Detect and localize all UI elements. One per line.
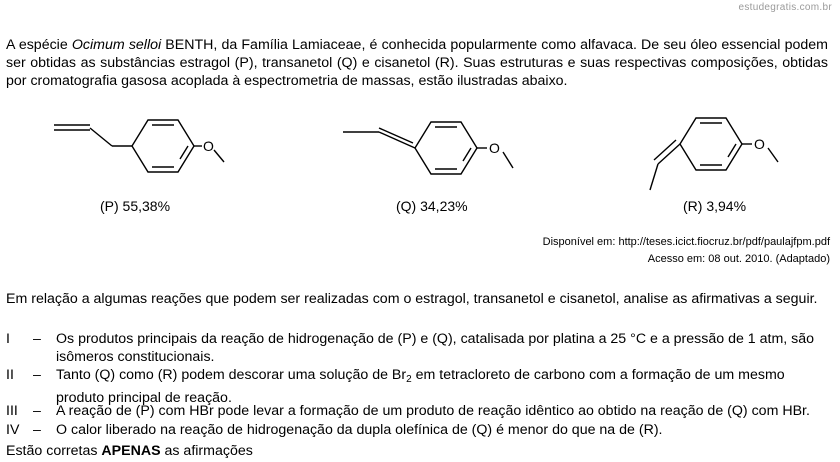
oxygen-label-p: O: [203, 138, 214, 154]
estragol-structure: [40, 110, 240, 190]
caption-p: (P) 55,38%: [100, 198, 171, 214]
species-name: Ocimum selloi: [71, 37, 162, 53]
caption-r: (R) 3,94%: [683, 198, 747, 214]
transanetol-structure: [335, 110, 535, 190]
watermark: estudegratis.com.br: [738, 2, 832, 13]
oxygen-label-r: O: [754, 136, 765, 152]
oxygen-label-q: O: [489, 140, 500, 156]
source-access-date: Acesso em: 08 out. 2010. (Adaptado): [647, 253, 830, 265]
intro-paragraph: A espécie Ocimum selloi BENTH, da Família Lamiaceae, é conhecida popularmente como alfavaca. De seu óleo essencial podem ser obtidas as substâncias estragol (P), transanetol (Q) e cisanetol (R). Suas estruturas e suas respectivas composições, obtidas por cromatografia gasosa acoplada à espectrometria de massas, estão ilustradas abaixo.: [6, 37, 828, 89]
source-url: Disponível em: http://teses.icict.fiocruz.br/pdf/paulajfpm.pdf: [542, 236, 830, 248]
caption-q: (Q) 34,23%: [396, 198, 468, 214]
question-text: Em relação a algumas reações que podem ser realizadas com o estragol, transanetol e cisanetol, analise as afirmativas a seguir.: [6, 291, 818, 307]
cisanetol-structure: [636, 106, 816, 196]
closing-line: Estão corretas APENAS as afirmações: [6, 443, 253, 459]
